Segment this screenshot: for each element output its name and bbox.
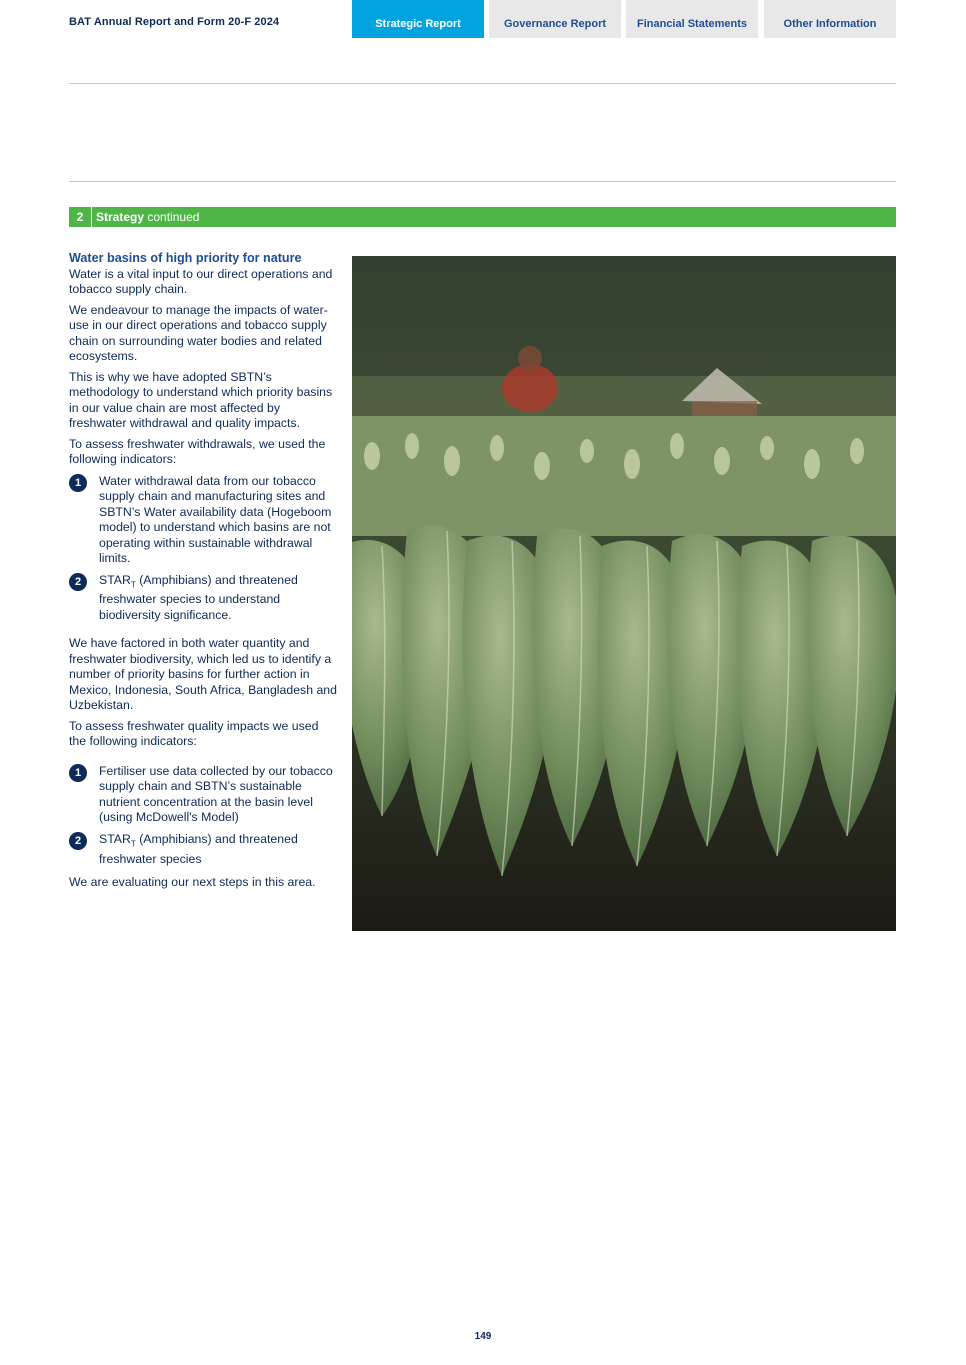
- divider: [69, 181, 896, 182]
- doc-title: BAT Annual Report and Form 20-F 2024: [69, 16, 280, 28]
- withdrawal-indicators-list: [69, 473, 337, 624]
- star-label: STAR: [99, 831, 131, 846]
- number-badge: 2: [69, 832, 87, 850]
- page-number: 149: [474, 1331, 492, 1342]
- text-column: [69, 251, 337, 896]
- number-badge: 1: [69, 474, 87, 492]
- star-label: STAR: [99, 572, 131, 587]
- paragraph: To assess freshwater withdrawals, we used the following indicators:: [69, 436, 326, 466]
- tab-governance-report[interactable]: Governance Report: [489, 0, 621, 38]
- list-item: [69, 473, 337, 567]
- paragraph: This is why we have adopted SBTN’s methodology to understand which priority basins in our value chain are most affected by freshwater withdrawal and quality impacts.: [69, 369, 333, 430]
- list-item-text: Fertiliser use data collected by our tobacco supply chain and SBTN’s sustainable nutrient concentration at the basin level (using McDowell's Model): [99, 763, 333, 825]
- list-item-rest: (Amphibians) and threatened freshwater species: [99, 831, 298, 866]
- paragraph: Water is a vital input to our direct operations and tobacco supply chain.: [69, 266, 333, 296]
- divider: [69, 83, 896, 84]
- tab-financial-statements[interactable]: Financial Statements: [626, 0, 758, 38]
- section-banner: [69, 207, 896, 227]
- list-item-text: Water withdrawal data from our tobacco supply chain and manufacturing sites and SBTN’s Water availability data (Hogeboom model) to understand which basins are not operating within sustainable withdrawal limits.: [99, 473, 332, 565]
- list-item-rest: (Amphibians) and threatened freshwater species to understand biodiversity significance.: [99, 572, 298, 622]
- list-item: [69, 572, 337, 624]
- star-subscript: T: [130, 579, 136, 589]
- paragraph: We are evaluating our next steps in this area.: [69, 875, 316, 890]
- paragraph: To assess freshwater quality impacts we used the following indicators:: [69, 718, 319, 749]
- section-number: 2: [69, 207, 92, 227]
- tab-other-information[interactable]: Other Information: [764, 0, 896, 38]
- section-heading: Water basins of high priority for nature: [69, 251, 302, 265]
- star-subscript: T: [130, 839, 136, 849]
- section-title-strong: Strategy: [96, 210, 145, 224]
- list-item-text: [99, 831, 337, 867]
- paragraph: We have factored in both water quantity and freshwater biodiversity, which led us to identify a number of priority basins for further action in Mexico, Indonesia, South Africa, Bangladesh and Uzbekistan.: [69, 636, 337, 713]
- quality-indicators-list: [69, 763, 337, 867]
- list-item-text: [99, 572, 337, 624]
- list-item: [69, 831, 337, 867]
- number-badge: 2: [69, 573, 87, 591]
- list-item: [69, 763, 337, 826]
- paragraph: We endeavour to manage the impacts of water-use in our direct operations and tobacco supply chain on surrounding water bodies and related ecosystems.: [69, 302, 328, 363]
- tobacco-field-photo: [352, 256, 896, 931]
- tab-strategic-report[interactable]: Strategic Report: [352, 0, 484, 38]
- section-title-suffix: continued: [147, 210, 200, 224]
- section-title: [96, 207, 199, 227]
- number-badge: 1: [69, 764, 87, 782]
